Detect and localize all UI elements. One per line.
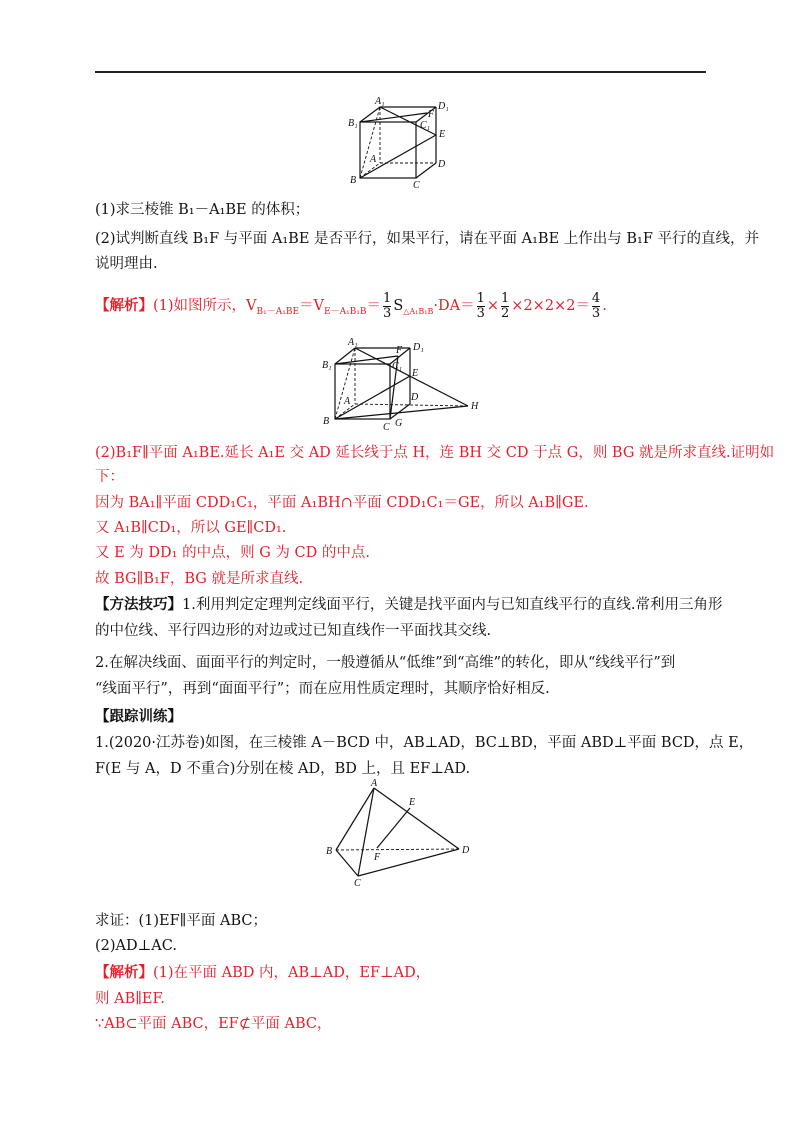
track-line-3: 求证：(1)EF∥平面 ABC； — [95, 913, 267, 929]
sol1-text1: (1)如图所示，V — [153, 298, 257, 314]
label-d1: D₁ — [438, 101, 449, 112]
track-line-4: (2)AD⊥AC. — [95, 938, 177, 954]
sol3-line-1 — [95, 963, 715, 983]
label-b: B — [350, 175, 357, 186]
track-line-2: F(E 与 A，D 不重合)分别在棱 AD，BD 上，且 EF⊥AD. — [95, 761, 471, 777]
track-tag: 【跟踪训练】 — [95, 709, 182, 725]
sol2-line-5: 又 E 为 DD₁ 的中点，则 G 为 CD 的中点. — [95, 545, 370, 561]
label2-a1: A₁ — [348, 337, 358, 348]
sol1-mult: ×2×2×2＝ — [511, 298, 590, 314]
label-a: A — [370, 154, 377, 165]
label3-a: A — [371, 778, 378, 789]
cube-figure-2 — [318, 336, 488, 436]
label2-b: B — [323, 416, 330, 427]
label2-d: D — [411, 392, 419, 403]
sol1-s: S — [393, 298, 404, 314]
question-2-line-2: 说明理由. — [95, 256, 158, 272]
method-line-2: 的中位线、平行四边形的对边或过已知直线作一平面找其交线. — [95, 623, 492, 639]
method-line-3: 2.在解决线面、面面平行的判定时，一般遵循从“低维”到“高维”的转化，即从“线线平行”到 — [95, 655, 676, 671]
sol3-text-1: (1)在平面 ABD 内，AB⊥AD，EF⊥AD， — [153, 965, 431, 981]
solution-tag: 【解析】 — [95, 298, 153, 314]
label2-c1: C₁ — [392, 361, 403, 372]
method-text-1: 1.利用判定定理判定线面平行，关键是找平面内与已知直线平行的直线.常利用三角形 — [182, 597, 723, 613]
method-tag: 【方法技巧】 — [95, 597, 182, 613]
fraction-2: $\frac{1}{3}$ — [476, 290, 485, 321]
label-d: D — [438, 159, 446, 170]
label2-g: G — [395, 418, 403, 429]
sol3-line-3: ∵AB⊂平面 ABC，EF⊄平面 ABC， — [95, 1016, 332, 1032]
sol3-tag: 【解析】 — [95, 965, 153, 981]
label3-f: F — [374, 852, 381, 863]
sol1-end: . — [602, 298, 607, 314]
label2-b1: B₁ — [322, 360, 332, 371]
label2-h: H — [471, 401, 479, 412]
label3-d: D — [462, 845, 470, 856]
label-b1: B₁ — [348, 118, 358, 129]
solution-1-line — [95, 286, 715, 326]
sol1-s-sub: △A₁B₁B — [403, 306, 434, 316]
sol1-eq1: ＝V — [299, 298, 325, 314]
sol1-eq2: ＝ — [366, 298, 382, 314]
label3-e: E — [409, 797, 416, 808]
method-line-4: “线面平行”，再到“面面平行”；而在应用性质定理时，其顺序恰好相反. — [95, 681, 550, 697]
sol3-line-2: 则 AB∥EF. — [95, 991, 165, 1007]
label-a1: A₁ — [375, 96, 385, 107]
sol1-dot: ·DA＝ — [433, 298, 475, 314]
sol1-times: × — [486, 298, 500, 314]
label-f: F — [428, 109, 435, 120]
sol2-line-3: 因为 BA₁∥平面 CDD₁C₁，平面 A₁BH∩平面 CDD₁C₁＝GE，所以 A₁B∥GE. — [95, 495, 589, 511]
question-2-line-1: (2)试判断直线 B₁F 与平面 A₁BE 是否平行，如果平行，请在平面 A₁BE 上作出与 B₁F 平行的直线，并 — [95, 231, 760, 247]
question-1: (1)求三棱锥 B₁－A₁BE 的体积； — [95, 202, 310, 218]
sol2-line-1: (2)B₁F∥平面 A₁BE.延长 A₁E 交 AD 延长线于点 H，连 BH 交 CD 于点 G，则 BG 就是所求直线.证明如 — [95, 445, 775, 461]
method-line-1 — [95, 595, 723, 615]
label3-c: C — [354, 878, 361, 889]
label2-a: A — [344, 396, 351, 407]
fraction-1: $\frac{1}{3}$ — [383, 290, 392, 321]
label2-e: E — [412, 368, 419, 379]
header-rule — [95, 71, 706, 73]
label2-c: C — [383, 422, 390, 433]
label-c1: C₁ — [420, 120, 431, 131]
track-line-1: 1.(2020·江苏卷)如图，在三棱锥 A－BCD 中，AB⊥AD，BC⊥BD，平面 ABD⊥平面 BCD，点 E， — [95, 735, 754, 751]
fraction-4: $\frac{4}{3}$ — [591, 290, 601, 321]
sol2-line-4: 又 A₁B∥CD₁，所以 GE∥CD₁. — [95, 520, 287, 536]
sol1-sub2: E－A₁B₁B — [324, 306, 367, 317]
fraction-3: $\frac{1}{2}$ — [501, 290, 510, 321]
cube-figure-1 — [345, 95, 455, 190]
sol2-line-6: 故 BG∥B₁F，BG 就是所求直线. — [95, 571, 304, 587]
label2-f: F — [396, 345, 403, 356]
label-c: C — [413, 180, 420, 191]
label-e: E — [439, 129, 446, 140]
label2-d1: D₁ — [413, 342, 424, 353]
sol1-sub1: B₁－A₁BE — [256, 306, 300, 317]
label3-b: B — [326, 846, 333, 857]
tetrahedron-figure — [322, 778, 477, 889]
sol2-line-2: 下： — [95, 469, 124, 485]
